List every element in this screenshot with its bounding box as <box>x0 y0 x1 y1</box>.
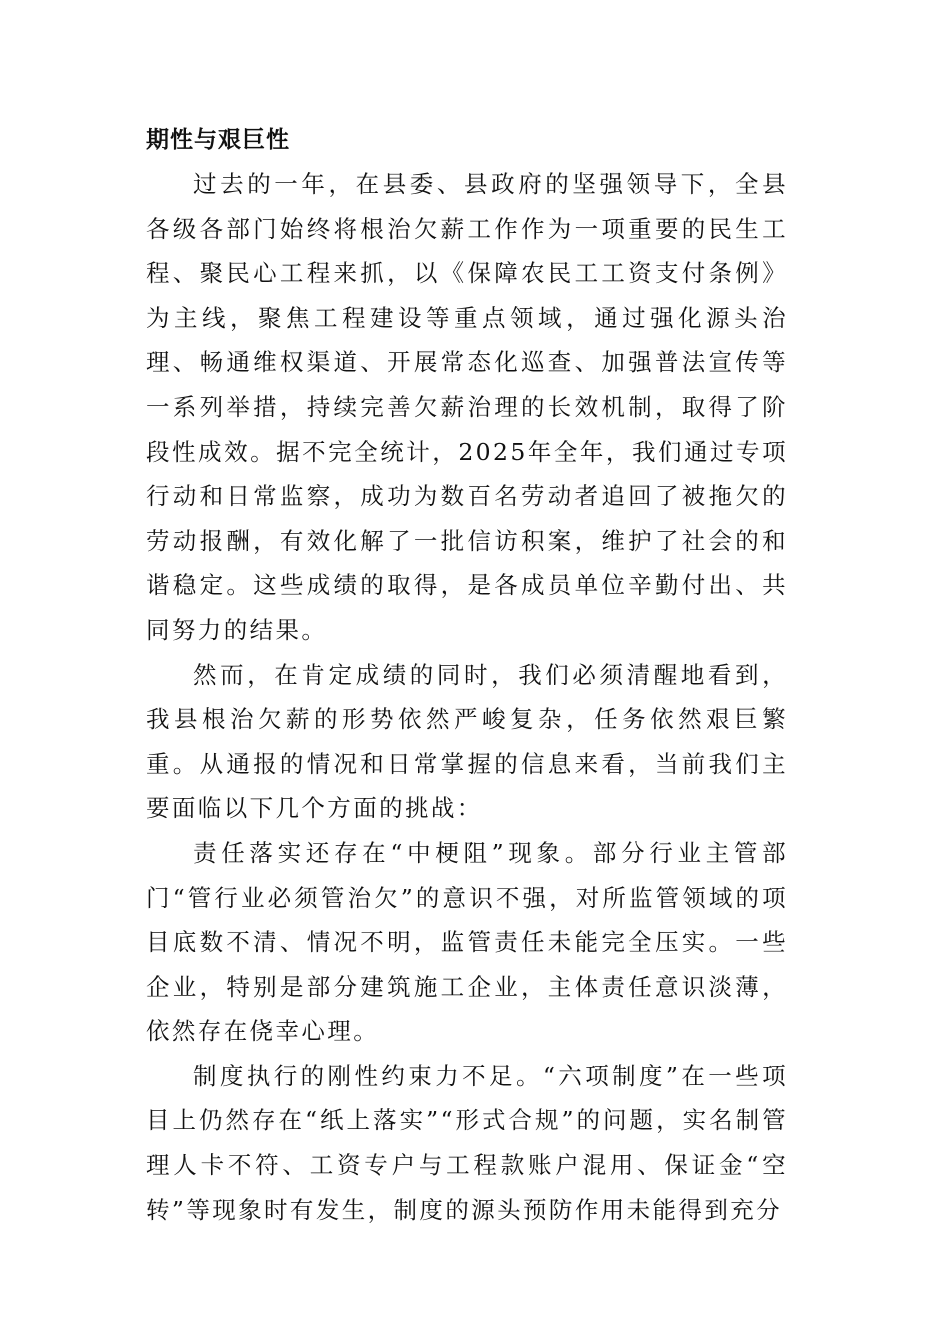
document-page <box>146 118 788 1232</box>
paragraph-achievements: 过去的一年，在县委、县政府的坚强领导下，全县各级各部门始终将根治欠薪工作作为一项重要的民生工程、聚民心工程来抓，以《保障农民工工资支付条例》为主线，聚焦工程建设等重点领域，通过强化源头治理、畅通维权渠道、开展常态化巡查、加强普法宣传等一系列举措，持续完善欠薪治理的长效机制，取得了阶段性成效。据不完全统计，2025年全年，我们通过专项行动和日常监察，成功为数百名劳动者追回了被拖欠的劳动报酬，有效化解了一批信访积案，维护了社会的和谐稳定。这些成绩的取得，是各成员单位辛勤付出、共同努力的结果。 <box>146 170 788 644</box>
paragraph-system-execution: 制度执行的刚性约束力不足。“六项制度”在一些项目上仍然存在“纸上落实”“形式合规”的问题，实名制管理人卡不符、工资专户与工程款账户混用、保证金“空转”等现象时有发生，制度的源头预防作用未能得到充分 <box>146 1061 788 1224</box>
paragraph-responsibility: 责任落实还存在“中梗阻”现象。部分行业主管部门“管行业必须管治欠”的意识不强，对所监管领域的项目底数不清、情况不明，监管责任未能完全压实。一些企业，特别是部分建筑施工企业，主体责任意识淡薄，依然存在侥幸心理。 <box>146 838 788 1046</box>
section-heading: 期性与艰巨性 <box>146 127 290 153</box>
paragraph-challenges-intro: 然而，在肯定成绩的同时，我们必须清醒地看到，我县根治欠薪的形势依然严峻复杂，任务依然艰巨繁重。从通报的情况和日常掌握的信息来看，当前我们主要面临以下几个方面的挑战： <box>146 660 788 823</box>
